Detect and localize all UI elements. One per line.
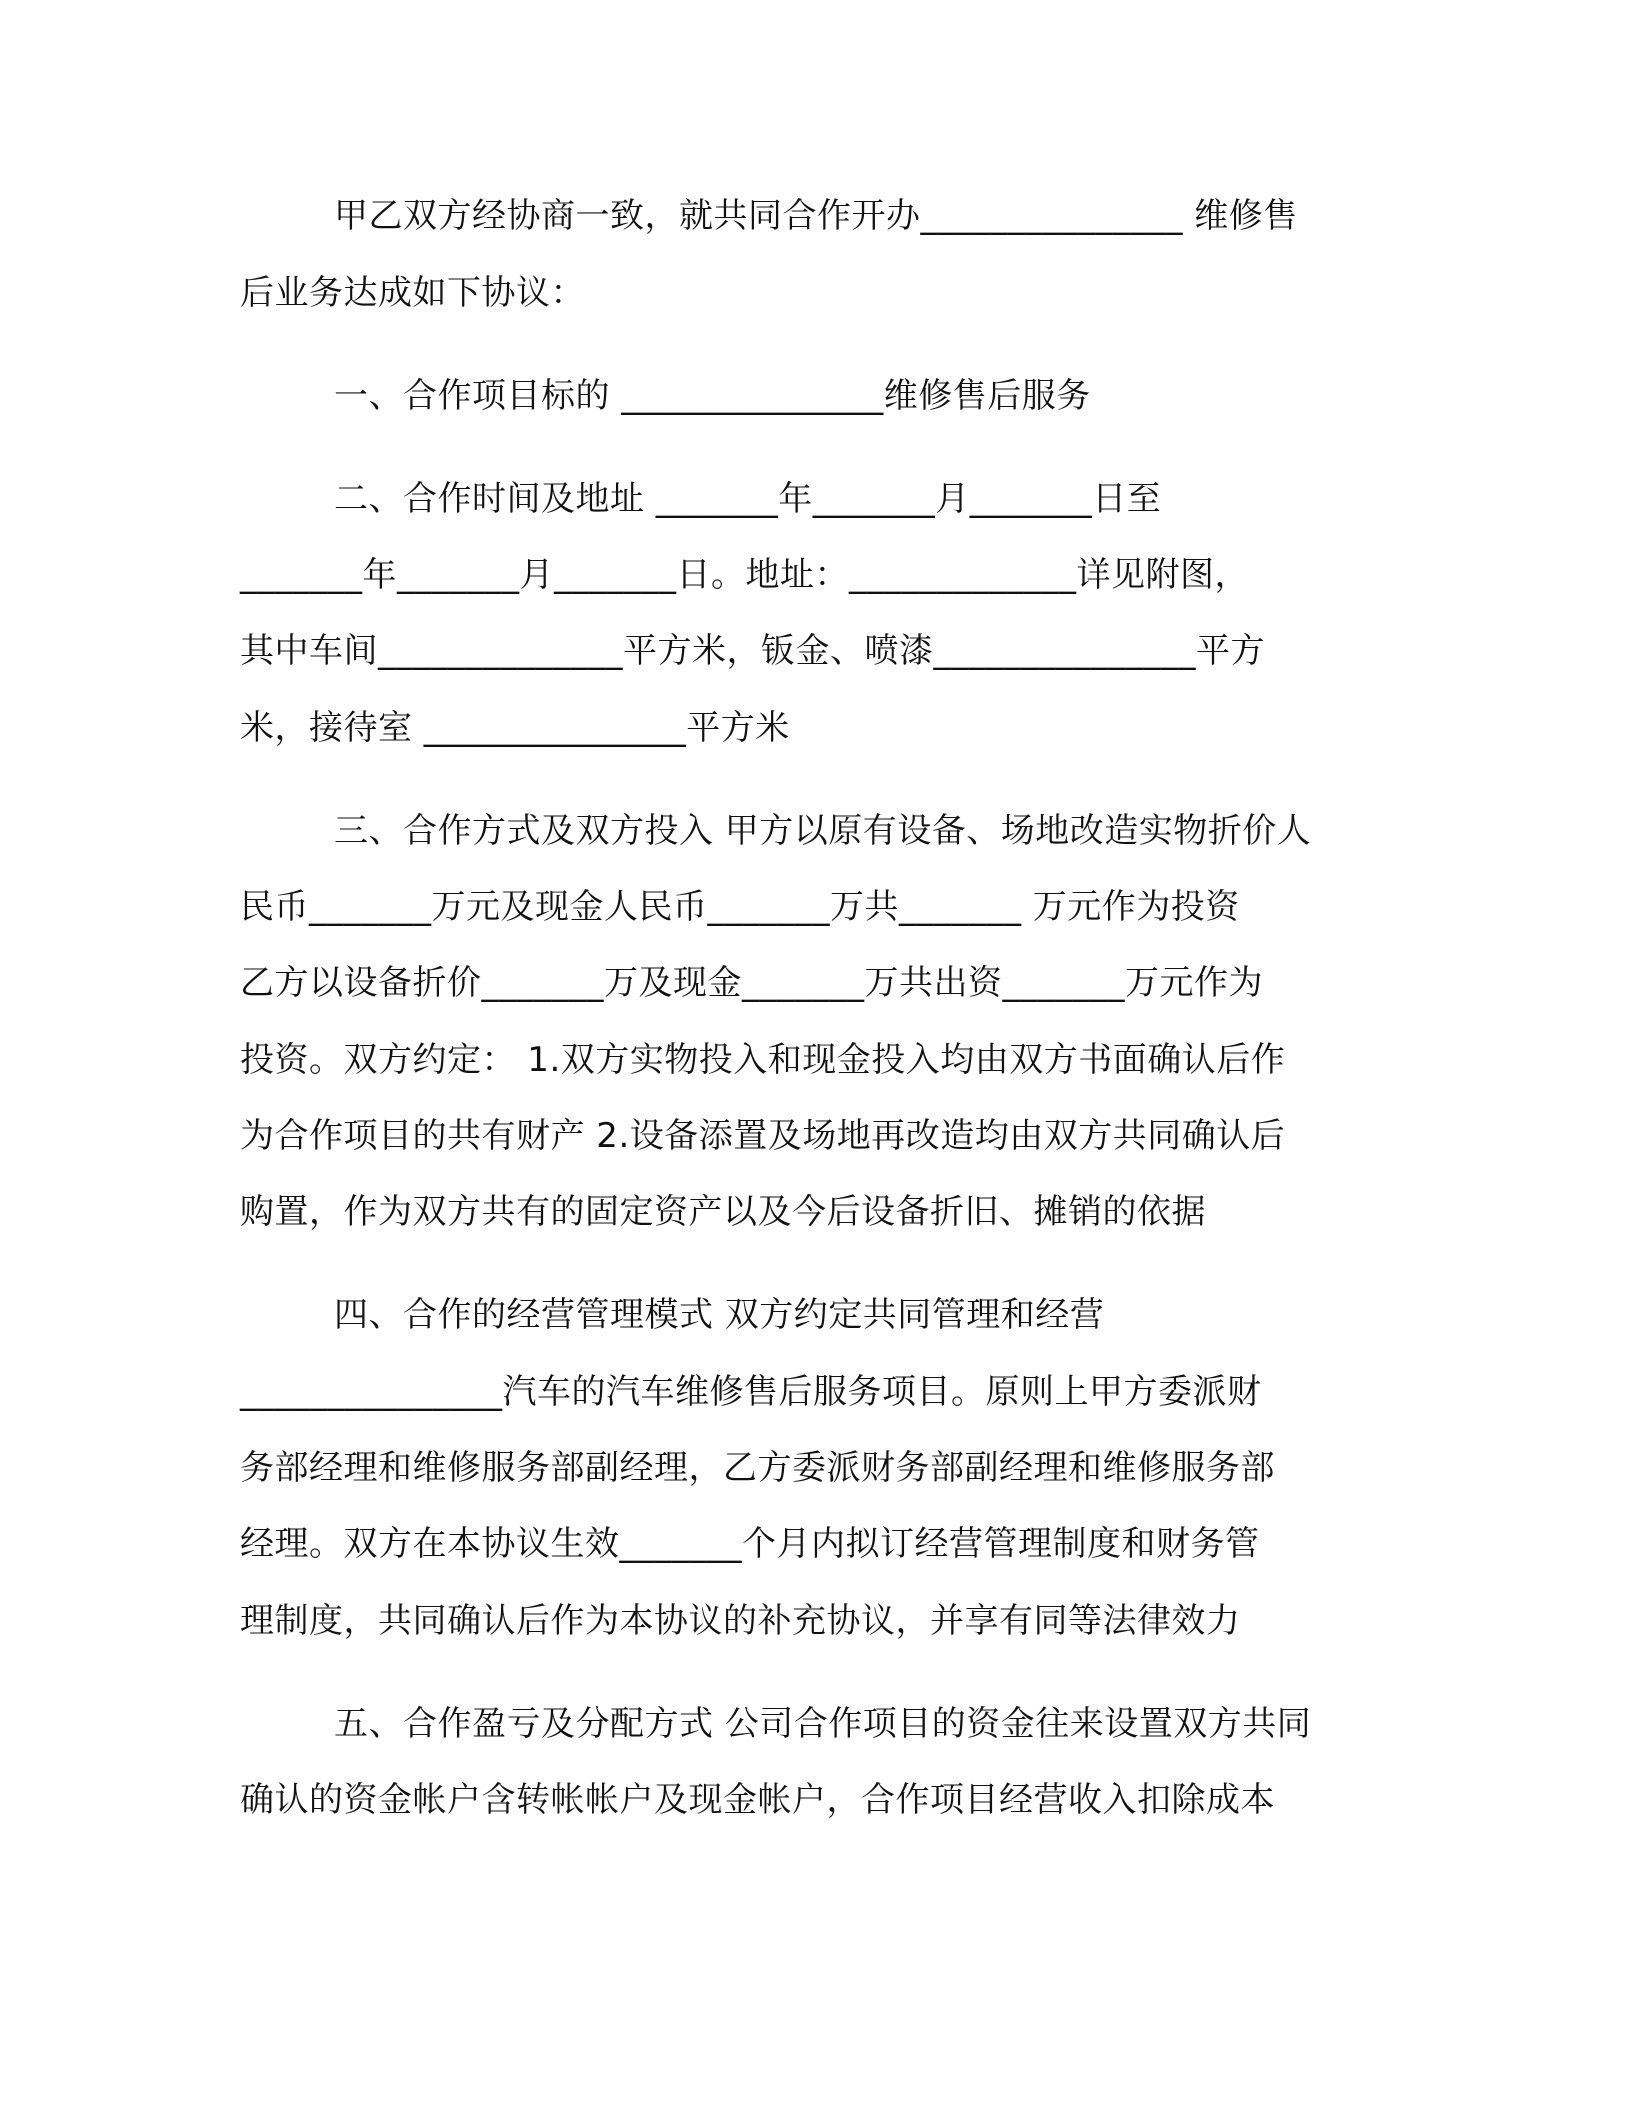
section-4-line-3: 务部经理和维修服务部副经理，乙方委派财务部副经理和维修服务部: [240, 1448, 1275, 1488]
paragraph-intro-line-2: 后业务达成如下协议：: [240, 273, 585, 313]
section-3-line-4: 投资。双方约定： 1.双方实物投入和现金投入均由双方书面确认后作: [240, 1040, 1286, 1080]
section-3-line-6: 购置，作为双方共有的固定资产以及今后设备折旧、摊销的依据: [240, 1192, 1206, 1232]
section-5-line-1: 五、合作盈亏及分配方式 公司合作项目的资金往来设置双方共同: [334, 1704, 1312, 1744]
section-2-line-2: _______年_______月_______日。地址：_____________详见附图，: [240, 555, 1249, 595]
section-4-line-1: 四、合作的经营管理模式 双方约定共同管理和经营: [334, 1295, 1105, 1335]
section-3-line-1: 三、合作方式及双方投入 甲方以原有设备、场地改造实物折价人: [334, 811, 1312, 851]
section-1-line-1: 一、合作项目标的 _______________维修售后服务: [334, 376, 1091, 416]
section-4-line-5: 理制度，共同确认后作为本协议的补充协议，并享有同等法律效力: [240, 1601, 1241, 1641]
paragraph-intro-line-1: 甲乙双方经协商一致，就共同合作开办_______________ 维修售: [334, 196, 1298, 236]
section-5-line-2: 确认的资金帐户含转帐帐户及现金帐户，合作项目经营收入扣除成本: [240, 1780, 1275, 1820]
section-2-line-3: 其中车间______________平方米，钣金、喷漆_______________平方: [240, 631, 1265, 671]
section-4-line-2: _______________汽车的汽车维修售后服务项目。原则上甲方委派财: [240, 1372, 1262, 1412]
section-2-line-4: 米，接待室 _______________平方米: [240, 708, 790, 748]
section-2-line-1: 二、合作时间及地址 _______年_______月_______日至: [334, 479, 1162, 519]
section-3-line-3: 乙方以设备折价_______万及现金_______万共出资_______万元作为: [240, 963, 1263, 1003]
section-3-line-5: 为合作项目的共有财产 2.设备添置及场地再改造均由双方共同确认后: [240, 1116, 1286, 1156]
section-4-line-4: 经理。双方在本协议生效_______个月内拟订经营管理制度和财务管: [240, 1524, 1260, 1564]
section-3-line-2: 民币_______万元及现金人民币_______万共_______ 万元作为投资: [240, 887, 1240, 927]
